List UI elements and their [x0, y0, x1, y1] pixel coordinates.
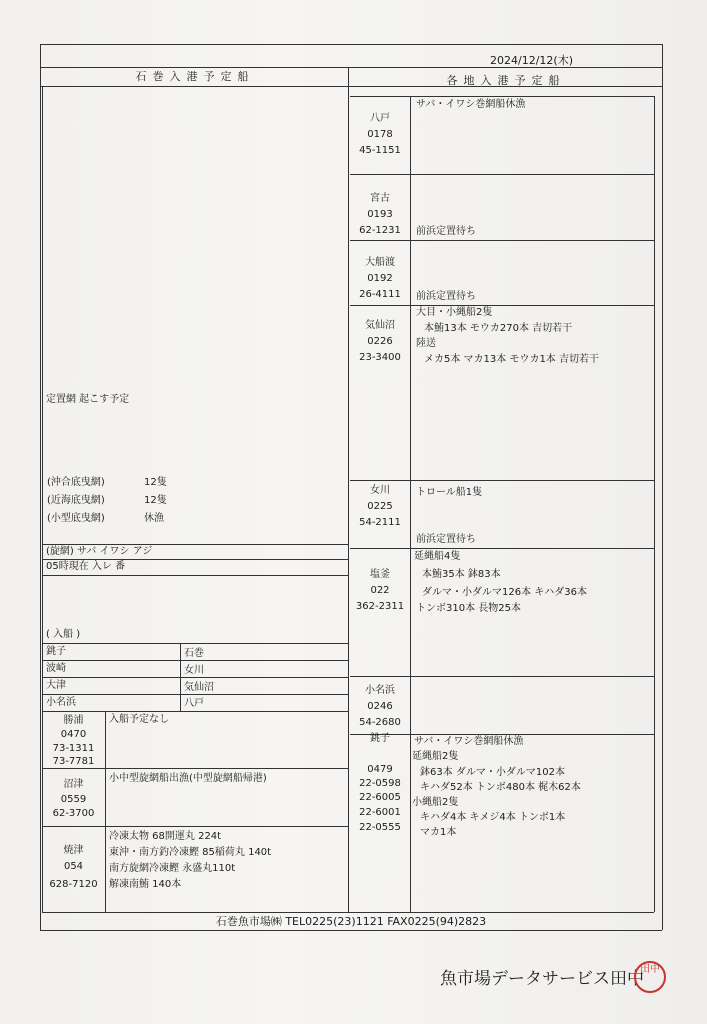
right-header: 各地入港予定船 — [446, 74, 566, 87]
trawl-value: 12隻 — [144, 477, 167, 488]
region-note: 延縄船4隻 — [414, 551, 461, 562]
region-phone: 22-0598 — [359, 778, 401, 789]
frame-bottom — [40, 930, 662, 931]
region-phone: 26-4111 — [359, 289, 401, 300]
region-name-miyako: 宮古 — [370, 193, 390, 204]
port-code: 054 — [63, 861, 84, 872]
port-left: 小名浜 — [46, 697, 76, 708]
port-left: 銚子 — [46, 646, 66, 657]
region-name-onahama: 小名浜 — [365, 685, 395, 696]
port-right: 気仙沼 — [184, 682, 214, 693]
port-note: 入船予定なし — [109, 714, 169, 725]
frame-left — [40, 44, 41, 930]
region-note: キハダ52本 トンボ480本 梶木62本 — [420, 782, 581, 793]
left-header: 石巻入港予定船 — [135, 70, 255, 83]
trawl-label: (近海底曳網) — [47, 495, 105, 506]
port-note: 東沖・南方釣冷凍鰹 85稲荷丸 140t — [109, 847, 272, 858]
region-code: 0479 — [367, 764, 393, 775]
region-code: 0246 — [367, 701, 393, 712]
region-note: 前浜定置待ち — [416, 291, 476, 302]
port-code: 0559 — [60, 794, 87, 805]
region-phone: 23-3400 — [359, 352, 401, 363]
signature: 魚市場データサービス田中 — [440, 969, 644, 989]
port-phone: 73-7781 — [52, 756, 95, 767]
region-code: 0225 — [367, 501, 393, 512]
port-note: 小中型旋網船出漁(中型旋網船帰港) — [109, 773, 267, 784]
region-name-onagawa: 女川 — [370, 485, 390, 496]
region-note: メカ5本 マカ13本 モウカ1本 吉切若干 — [424, 354, 599, 365]
seal-stamp: 田中 — [634, 961, 666, 993]
port-code: 0470 — [60, 729, 87, 740]
region-note: ダルマ・小ダルマ126本 キハダ36本 — [422, 587, 587, 598]
region-note: 本鮪35本 鉢83本 — [422, 569, 501, 580]
region-phone: 22-0555 — [359, 822, 401, 833]
region-note: トロール船1隻 — [416, 487, 483, 498]
region-note: 小縄船2隻 — [412, 797, 459, 808]
region-phone: 54-2111 — [359, 517, 401, 528]
port-name-numazu: 沼津 — [63, 779, 84, 790]
port-phone: 62-3700 — [52, 808, 95, 819]
port-left: 大津 — [46, 680, 66, 691]
region-code: 0178 — [367, 129, 393, 140]
port-note: 冷凍太物 68開運丸 224t — [109, 831, 222, 842]
region-note: 大目・小縄船2隻 — [416, 307, 493, 318]
region-note: マカ1本 — [420, 827, 457, 838]
region-note: 本鮪13本 モウカ270本 吉切若干 — [424, 323, 573, 334]
region-note: トンボ310本 長物25本 — [416, 603, 521, 614]
frame-top — [40, 44, 662, 45]
makiami-line: (旋網) サバ イワシ アジ — [46, 546, 153, 557]
date-divider — [40, 67, 662, 68]
port-right: 石巻 — [184, 648, 204, 659]
port-left: 波崎 — [46, 663, 66, 674]
region-name-ofunato: 大船渡 — [365, 257, 395, 268]
region-name-kesennuma: 気仙沼 — [365, 320, 395, 331]
teichi-note: 定置網 起こす予定 — [46, 394, 130, 405]
genzai-line: 05時現在 入レ 番 — [46, 561, 126, 572]
trawl-value: 12隻 — [144, 495, 167, 506]
region-phone: 362-2311 — [355, 601, 405, 612]
port-right: 女川 — [184, 665, 204, 676]
footer-contact: 石巻魚市場㈱ TEL0225(23)1121 FAX0225(94)2823 — [215, 915, 487, 928]
region-note: 延縄船2隻 — [412, 751, 459, 762]
region-code: 0193 — [367, 209, 393, 220]
trawl-label: (小型底曳網) — [47, 513, 105, 524]
region-note: 前浜定置待ち — [416, 226, 476, 237]
region-name-choshi: 銚子 — [370, 733, 390, 744]
nyusen-label: ( 入船 ) — [46, 629, 81, 640]
region-note: サバ・イワシ巻網船休漁 — [414, 736, 524, 747]
region-name-shiogama: 塩釜 — [370, 569, 390, 580]
region-phone: 45-1151 — [359, 145, 401, 156]
region-note: 鉢63本 ダルマ・小ダルマ102本 — [420, 767, 565, 778]
port-phone: 628-7120 — [49, 879, 98, 890]
port-name-yaizu: 焼津 — [63, 845, 84, 856]
region-note: サバ・イワシ巻網船休漁 — [416, 99, 526, 110]
region-phone: 54-2680 — [359, 717, 401, 728]
column-divider — [348, 68, 349, 912]
region-name-hachinohe: 八戸 — [370, 113, 390, 124]
region-phone: 62-1231 — [359, 225, 401, 236]
region-code: 0226 — [367, 336, 393, 347]
region-phone: 22-6005 — [359, 792, 401, 803]
port-phone: 73-1311 — [52, 743, 95, 754]
region-phone: 22-6001 — [359, 807, 401, 818]
region-note: キハダ4本 キメジ4本 トンボ1本 — [420, 812, 566, 823]
region-code: 022 — [370, 585, 390, 596]
port-note: 解凍南鮪 140本 — [109, 879, 182, 890]
port-note: 南方旋網冷凍鰹 永盛丸110t — [109, 863, 236, 874]
region-code: 0192 — [367, 273, 393, 284]
report-date: 2024/12/12(木) — [490, 54, 573, 67]
trawl-value: 休漁 — [144, 513, 164, 524]
port-right: 八戸 — [184, 698, 204, 709]
trawl-label: (沖合底曳網) — [47, 477, 105, 488]
frame-right — [662, 44, 663, 930]
table-bottom — [42, 912, 654, 913]
region-note: 前浜定置待ち — [416, 534, 476, 545]
port-name-katsuura: 勝浦 — [63, 715, 84, 726]
region-note: 陸送 — [416, 338, 436, 349]
